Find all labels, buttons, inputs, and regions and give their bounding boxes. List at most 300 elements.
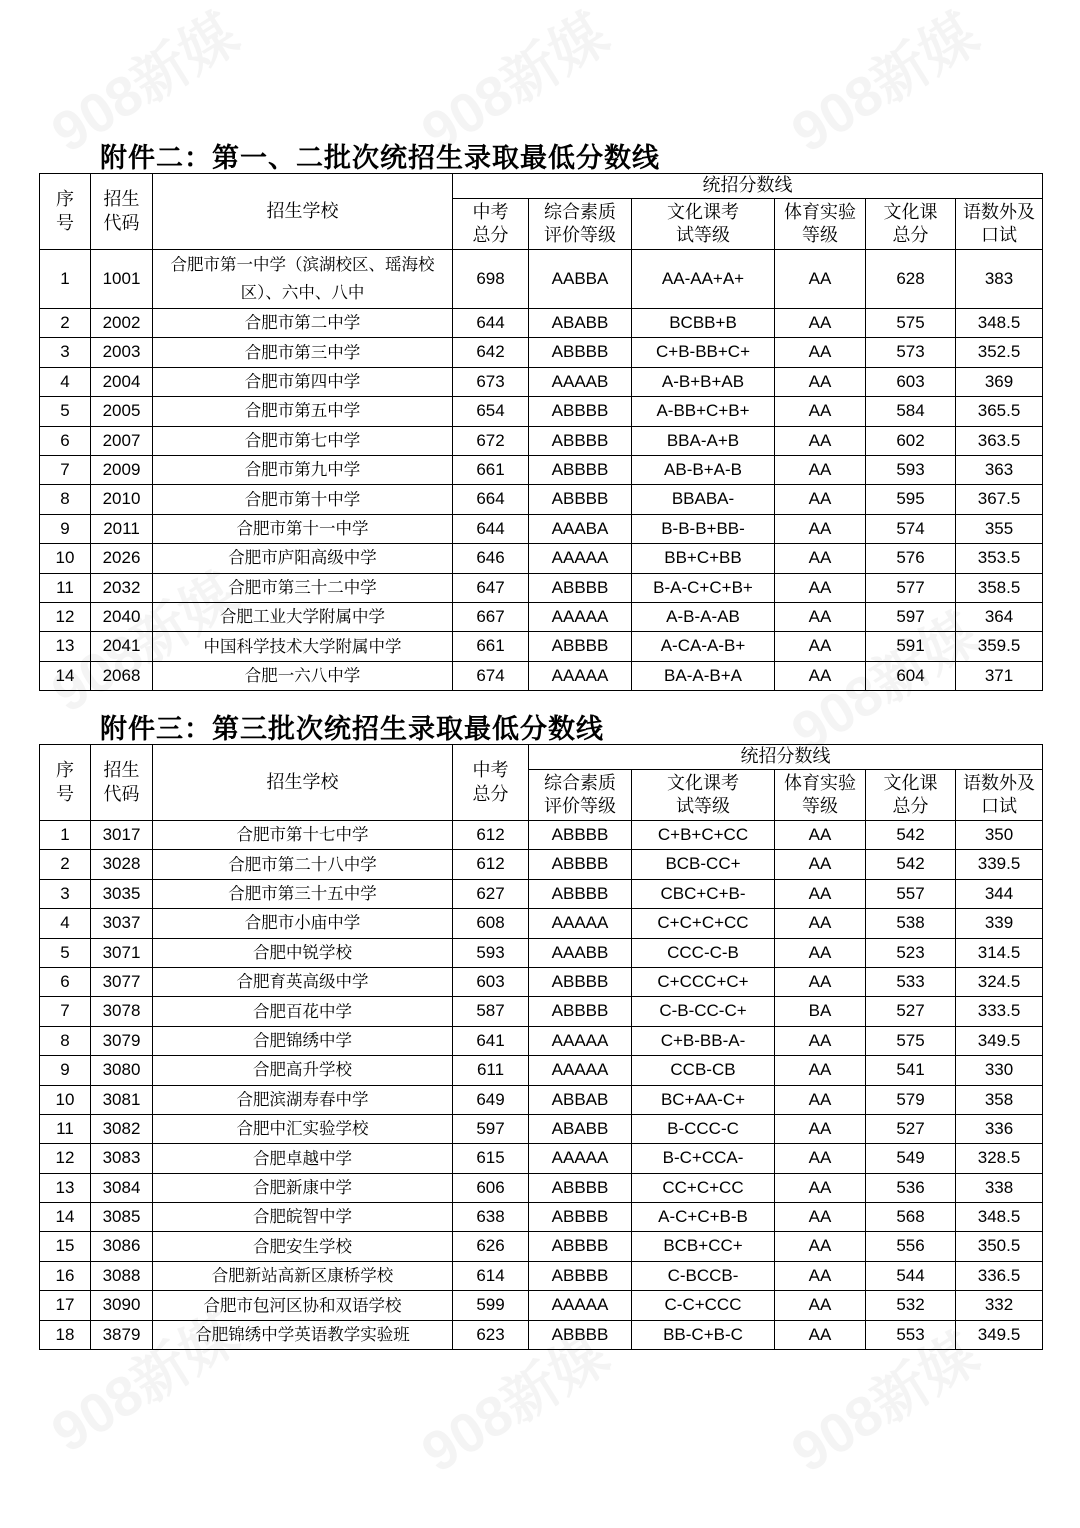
cell-pe: AA xyxy=(775,250,866,309)
cell-code: 2004 xyxy=(91,367,153,396)
cell-code: 3037 xyxy=(91,909,153,938)
cell-total: 638 xyxy=(453,1203,529,1232)
cell-total: 661 xyxy=(453,455,529,484)
cell-index: 11 xyxy=(40,1114,91,1143)
cell-quality: ABBBB xyxy=(529,485,632,514)
header-culture-total: 文化课总分 xyxy=(866,770,956,821)
cell-school: 合肥市庐阳高级中学 xyxy=(153,544,453,573)
cell-index: 16 xyxy=(40,1261,91,1290)
cell-total: 661 xyxy=(453,632,529,661)
cell-school: 合肥高升学校 xyxy=(153,1056,453,1085)
cell-school: 合肥市小庙中学 xyxy=(153,909,453,938)
cell-oral: 324.5 xyxy=(956,967,1043,996)
cell-pe: AA xyxy=(775,1173,866,1202)
cell-pe: AA xyxy=(775,397,866,426)
cell-oral: 339 xyxy=(956,909,1043,938)
cell-pe: AA xyxy=(775,1232,866,1261)
section-title-batch-3: 附件三：第三批次统招生录取最低分数线 xyxy=(100,714,604,745)
cell-school: 合肥中锐学校 xyxy=(153,938,453,967)
cell-culture-grade: A-C+C+B-B xyxy=(632,1203,775,1232)
cell-index: 12 xyxy=(40,1144,91,1173)
cell-index: 14 xyxy=(40,661,91,690)
cell-code: 2002 xyxy=(91,309,153,338)
cell-school: 合肥市第五中学 xyxy=(153,397,453,426)
header-index: 序号 xyxy=(40,174,91,250)
cell-pe: AA xyxy=(775,1291,866,1320)
cell-pe: BA xyxy=(775,997,866,1026)
cell-total: 603 xyxy=(453,967,529,996)
table-row xyxy=(40,250,1043,309)
cell-culture-total: 575 xyxy=(866,309,956,338)
table-row xyxy=(40,967,1043,996)
watermark xyxy=(774,0,991,168)
cell-quality: ABBBB xyxy=(529,397,632,426)
cell-index: 2 xyxy=(40,309,91,338)
table-batch-3 xyxy=(39,744,1043,1350)
cell-quality: ABBBB xyxy=(529,1320,632,1349)
cell-quality: ABBBB xyxy=(529,1203,632,1232)
table-row xyxy=(40,426,1043,455)
cell-quality: ABBBB xyxy=(529,997,632,1026)
cell-culture-grade: C-BCCB- xyxy=(632,1261,775,1290)
cell-school: 合肥百花中学 xyxy=(153,997,453,1026)
cell-culture-total: 544 xyxy=(866,1261,956,1290)
cell-quality: AAAAA xyxy=(529,1291,632,1320)
cell-culture-total: 553 xyxy=(866,1320,956,1349)
cell-index: 18 xyxy=(40,1320,91,1349)
cell-culture-grade: BB-C+B-C xyxy=(632,1320,775,1349)
header-pe: 体育实验等级 xyxy=(775,199,866,250)
cell-index: 8 xyxy=(40,1026,91,1055)
cell-culture-grade: BC+AA-C+ xyxy=(632,1085,775,1114)
cell-code: 1001 xyxy=(91,250,153,309)
cell-index: 12 xyxy=(40,602,91,631)
cell-culture-grade: CCC-C-B xyxy=(632,938,775,967)
header-quality: 综合素质评价等级 xyxy=(529,770,632,821)
cell-total: 612 xyxy=(453,821,529,850)
cell-culture-grade: C-B-CC-C+ xyxy=(632,997,775,1026)
cell-pe: AA xyxy=(775,544,866,573)
cell-pe: AA xyxy=(775,1203,866,1232)
table-row xyxy=(40,997,1043,1026)
cell-culture-grade: A-BB+C+B+ xyxy=(632,397,775,426)
cell-total: 614 xyxy=(453,1261,529,1290)
cell-culture-total: 573 xyxy=(866,338,956,367)
cell-oral: 352.5 xyxy=(956,338,1043,367)
cell-culture-total: 533 xyxy=(866,967,956,996)
cell-culture-grade: B-B-B+BB- xyxy=(632,514,775,543)
cell-oral: 344 xyxy=(956,879,1043,908)
cell-pe: AA xyxy=(775,909,866,938)
cell-code: 3077 xyxy=(91,967,153,996)
cell-total: 611 xyxy=(453,1056,529,1085)
cell-school: 合肥皖智中学 xyxy=(153,1203,453,1232)
cell-school: 合肥一六八中学 xyxy=(153,661,453,690)
cell-culture-total: 593 xyxy=(866,455,956,484)
cell-culture-total: 542 xyxy=(866,850,956,879)
cell-code: 2007 xyxy=(91,426,153,455)
cell-oral: 365.5 xyxy=(956,397,1043,426)
cell-school: 合肥锦绣中学英语教学实验班 xyxy=(153,1320,453,1349)
cell-oral: 348.5 xyxy=(956,1203,1043,1232)
cell-culture-total: 584 xyxy=(866,397,956,426)
cell-culture-total: 538 xyxy=(866,909,956,938)
cell-quality: AAABA xyxy=(529,514,632,543)
table-row xyxy=(40,1232,1043,1261)
cell-index: 6 xyxy=(40,426,91,455)
cell-code: 3080 xyxy=(91,1056,153,1085)
cell-quality: ABBBB xyxy=(529,426,632,455)
cell-culture-total: 628 xyxy=(866,250,956,309)
cell-culture-grade: C-C+CCC xyxy=(632,1291,775,1320)
cell-oral: 336 xyxy=(956,1114,1043,1143)
cell-culture-total: 527 xyxy=(866,1114,956,1143)
cell-oral: 328.5 xyxy=(956,1144,1043,1173)
table-row xyxy=(40,338,1043,367)
cell-oral: 371 xyxy=(956,661,1043,690)
table-row xyxy=(40,1173,1043,1202)
cell-total: 644 xyxy=(453,514,529,543)
cell-pe: AA xyxy=(775,938,866,967)
table-row xyxy=(40,1114,1043,1143)
cell-quality: AAAAA xyxy=(529,1056,632,1085)
cell-culture-grade: C+B-BB+C+ xyxy=(632,338,775,367)
table-row xyxy=(40,397,1043,426)
header-group: 统招分数线 xyxy=(453,174,1043,199)
cell-code: 3879 xyxy=(91,1320,153,1349)
cell-school: 合肥市第九中学 xyxy=(153,455,453,484)
cell-culture-grade: BCB+CC+ xyxy=(632,1232,775,1261)
cell-pe: AA xyxy=(775,1056,866,1085)
table-row xyxy=(40,1085,1043,1114)
cell-oral: 350 xyxy=(956,821,1043,850)
cell-culture-grade: B-A-C+C+B+ xyxy=(632,573,775,602)
cell-quality: ABBBB xyxy=(529,1173,632,1202)
cell-pe: AA xyxy=(775,367,866,396)
cell-culture-grade: AA-AA+A+ xyxy=(632,250,775,309)
cell-code: 2041 xyxy=(91,632,153,661)
cell-culture-total: 532 xyxy=(866,1291,956,1320)
cell-oral: 333.5 xyxy=(956,997,1043,1026)
cell-index: 5 xyxy=(40,938,91,967)
table-row xyxy=(40,879,1043,908)
cell-total: 599 xyxy=(453,1291,529,1320)
cell-culture-total: 577 xyxy=(866,573,956,602)
cell-culture-grade: CCB-CB xyxy=(632,1056,775,1085)
cell-culture-grade: A-CA-A-B+ xyxy=(632,632,775,661)
table-row xyxy=(40,367,1043,396)
cell-culture-grade: C+B+C+CC xyxy=(632,821,775,850)
cell-school: 合肥新康中学 xyxy=(153,1173,453,1202)
cell-total: 597 xyxy=(453,1114,529,1143)
cell-quality: ABBBB xyxy=(529,338,632,367)
cell-oral: 349.5 xyxy=(956,1026,1043,1055)
cell-code: 3090 xyxy=(91,1291,153,1320)
cell-culture-grade: CC+C+CC xyxy=(632,1173,775,1202)
cell-culture-total: 536 xyxy=(866,1173,956,1202)
cell-culture-total: 597 xyxy=(866,602,956,631)
cell-culture-total: 604 xyxy=(866,661,956,690)
cell-index: 9 xyxy=(40,514,91,543)
cell-total: 664 xyxy=(453,485,529,514)
cell-culture-grade: BA-A-B+A xyxy=(632,661,775,690)
cell-quality: ABBBB xyxy=(529,1232,632,1261)
cell-culture-total: 541 xyxy=(866,1056,956,1085)
cell-school: 合肥市第十七中学 xyxy=(153,821,453,850)
header-oral: 语数外及口试 xyxy=(956,199,1043,250)
cell-pe: AA xyxy=(775,632,866,661)
cell-school: 合肥市包河区协和双语学校 xyxy=(153,1291,453,1320)
cell-pe: AA xyxy=(775,1114,866,1143)
cell-quality: AAAAA xyxy=(529,544,632,573)
header-group: 统招分数线 xyxy=(529,745,1043,770)
cell-oral: 353.5 xyxy=(956,544,1043,573)
cell-school: 合肥市第三十五中学 xyxy=(153,879,453,908)
section-title-batch-1-2: 附件二：第一、二批次统招生录取最低分数线 xyxy=(100,143,660,174)
cell-code: 3088 xyxy=(91,1261,153,1290)
cell-school: 合肥市第七中学 xyxy=(153,426,453,455)
cell-oral: 339.5 xyxy=(956,850,1043,879)
cell-culture-total: 602 xyxy=(866,426,956,455)
cell-pe: AA xyxy=(775,1026,866,1055)
cell-pe: AA xyxy=(775,1261,866,1290)
cell-pe: AA xyxy=(775,821,866,850)
cell-quality: AAAAA xyxy=(529,909,632,938)
cell-index: 2 xyxy=(40,850,91,879)
cell-code: 2003 xyxy=(91,338,153,367)
cell-quality: AAAAA xyxy=(529,1026,632,1055)
header-school: 招生学校 xyxy=(153,174,453,250)
cell-quality: ABBAB xyxy=(529,1085,632,1114)
cell-pe: AA xyxy=(775,1320,866,1349)
header-index: 序号 xyxy=(40,745,91,821)
cell-culture-total: 575 xyxy=(866,1026,956,1055)
cell-code: 3085 xyxy=(91,1203,153,1232)
cell-school: 合肥锦绣中学 xyxy=(153,1026,453,1055)
cell-pe: AA xyxy=(775,850,866,879)
cell-oral: 363.5 xyxy=(956,426,1043,455)
cell-pe: AA xyxy=(775,338,866,367)
cell-total: 626 xyxy=(453,1232,529,1261)
cell-pe: AA xyxy=(775,967,866,996)
cell-index: 1 xyxy=(40,821,91,850)
cell-index: 11 xyxy=(40,573,91,602)
cell-culture-grade: BCBB+B xyxy=(632,309,775,338)
cell-code: 2009 xyxy=(91,455,153,484)
cell-culture-grade: C+CCC+C+ xyxy=(632,967,775,996)
cell-culture-grade: A-B-A-AB xyxy=(632,602,775,631)
cell-oral: 367.5 xyxy=(956,485,1043,514)
cell-culture-grade: CBC+C+B- xyxy=(632,879,775,908)
cell-school: 合肥市第二十八中学 xyxy=(153,850,453,879)
cell-culture-grade: C+C+C+CC xyxy=(632,909,775,938)
table-row xyxy=(40,632,1043,661)
cell-total: 667 xyxy=(453,602,529,631)
header-pe: 体育实验等级 xyxy=(775,770,866,821)
cell-pe: AA xyxy=(775,1144,866,1173)
cell-total: 673 xyxy=(453,367,529,396)
cell-total: 674 xyxy=(453,661,529,690)
cell-index: 9 xyxy=(40,1056,91,1085)
cell-index: 14 xyxy=(40,1203,91,1232)
cell-quality: ABABB xyxy=(529,1114,632,1143)
cell-culture-grade: B-CCC-C xyxy=(632,1114,775,1143)
cell-oral: 349.5 xyxy=(956,1320,1043,1349)
table-row xyxy=(40,1291,1043,1320)
cell-culture-grade: A-B+B+AB xyxy=(632,367,775,396)
header-total: 中考总分 xyxy=(453,199,529,250)
table-row xyxy=(40,821,1043,850)
cell-total: 587 xyxy=(453,997,529,1026)
header-culture-grade: 文化课考试等级 xyxy=(632,770,775,821)
cell-school: 合肥工业大学附属中学 xyxy=(153,602,453,631)
cell-quality: AAAAA xyxy=(529,1144,632,1173)
cell-culture-total: 523 xyxy=(866,938,956,967)
cell-total: 646 xyxy=(453,544,529,573)
cell-culture-grade: BBA-A+B xyxy=(632,426,775,455)
table-batch-1-2 xyxy=(39,173,1043,691)
cell-culture-total: 574 xyxy=(866,514,956,543)
cell-index: 3 xyxy=(40,338,91,367)
cell-culture-total: 568 xyxy=(866,1203,956,1232)
table-row xyxy=(40,1261,1043,1290)
table-row xyxy=(40,1203,1043,1232)
header-culture-grade: 文化课考试等级 xyxy=(632,199,775,250)
cell-culture-total: 527 xyxy=(866,997,956,1026)
cell-total: 623 xyxy=(453,1320,529,1349)
cell-code: 2068 xyxy=(91,661,153,690)
cell-culture-total: 603 xyxy=(866,367,956,396)
cell-school: 中国科学技术大学附属中学 xyxy=(153,632,453,661)
cell-oral: 364 xyxy=(956,602,1043,631)
cell-code: 3078 xyxy=(91,997,153,1026)
cell-oral: 338 xyxy=(956,1173,1043,1202)
cell-oral: 363 xyxy=(956,455,1043,484)
cell-school: 合肥新站高新区康桥学校 xyxy=(153,1261,453,1290)
cell-culture-grade: B-C+CCA- xyxy=(632,1144,775,1173)
cell-school: 合肥市第二中学 xyxy=(153,309,453,338)
cell-quality: ABBBB xyxy=(529,967,632,996)
cell-index: 15 xyxy=(40,1232,91,1261)
table-row xyxy=(40,455,1043,484)
cell-code: 2040 xyxy=(91,602,153,631)
cell-oral: 383 xyxy=(956,250,1043,309)
cell-index: 5 xyxy=(40,397,91,426)
cell-culture-grade: C+B-BB-A- xyxy=(632,1026,775,1055)
cell-code: 3081 xyxy=(91,1085,153,1114)
cell-oral: 350.5 xyxy=(956,1232,1043,1261)
header-code: 招生代码 xyxy=(91,745,153,821)
header-quality: 综合素质评价等级 xyxy=(529,199,632,250)
cell-school: 合肥滨湖寿春中学 xyxy=(153,1085,453,1114)
cell-index: 4 xyxy=(40,367,91,396)
table-row xyxy=(40,514,1043,543)
table-row xyxy=(40,1144,1043,1173)
table-row xyxy=(40,544,1043,573)
cell-index: 4 xyxy=(40,909,91,938)
cell-quality: ABBBB xyxy=(529,573,632,602)
cell-pe: AA xyxy=(775,602,866,631)
table-row xyxy=(40,309,1043,338)
cell-total: 698 xyxy=(453,250,529,309)
table-row xyxy=(40,1056,1043,1085)
cell-culture-total: 556 xyxy=(866,1232,956,1261)
cell-total: 627 xyxy=(453,879,529,908)
cell-culture-total: 579 xyxy=(866,1085,956,1114)
cell-index: 13 xyxy=(40,632,91,661)
cell-code: 3071 xyxy=(91,938,153,967)
cell-total: 641 xyxy=(453,1026,529,1055)
cell-code: 3083 xyxy=(91,1144,153,1173)
cell-culture-total: 542 xyxy=(866,821,956,850)
cell-pe: AA xyxy=(775,455,866,484)
cell-total: 647 xyxy=(453,573,529,602)
cell-culture-total: 576 xyxy=(866,544,956,573)
cell-oral: 369 xyxy=(956,367,1043,396)
cell-pe: AA xyxy=(775,573,866,602)
cell-code: 3035 xyxy=(91,879,153,908)
cell-oral: 336.5 xyxy=(956,1261,1043,1290)
cell-culture-total: 549 xyxy=(866,1144,956,1173)
cell-quality: ABBBB xyxy=(529,1261,632,1290)
cell-school: 合肥卓越中学 xyxy=(153,1144,453,1173)
cell-code: 2032 xyxy=(91,573,153,602)
cell-quality: ABBBB xyxy=(529,821,632,850)
cell-code: 3084 xyxy=(91,1173,153,1202)
cell-index: 6 xyxy=(40,967,91,996)
cell-culture-total: 595 xyxy=(866,485,956,514)
cell-quality: ABBBB xyxy=(529,455,632,484)
cell-quality: ABBBB xyxy=(529,879,632,908)
cell-oral: 314.5 xyxy=(956,938,1043,967)
cell-quality: AAAAA xyxy=(529,661,632,690)
cell-pe: AA xyxy=(775,426,866,455)
cell-total: 644 xyxy=(453,309,529,338)
cell-quality: ABBBB xyxy=(529,632,632,661)
cell-index: 8 xyxy=(40,485,91,514)
cell-index: 7 xyxy=(40,455,91,484)
cell-school: 合肥市第三十二中学 xyxy=(153,573,453,602)
table-row xyxy=(40,661,1043,690)
cell-index: 7 xyxy=(40,997,91,1026)
cell-index: 13 xyxy=(40,1173,91,1202)
cell-quality: ABABB xyxy=(529,309,632,338)
cell-school: 合肥中汇实验学校 xyxy=(153,1114,453,1143)
cell-quality: AAABB xyxy=(529,938,632,967)
table-row xyxy=(40,573,1043,602)
cell-school: 合肥育英高级中学 xyxy=(153,967,453,996)
cell-total: 649 xyxy=(453,1085,529,1114)
cell-total: 608 xyxy=(453,909,529,938)
cell-code: 2005 xyxy=(91,397,153,426)
cell-pe: AA xyxy=(775,309,866,338)
header-total: 中考总分 xyxy=(453,745,529,821)
table-row xyxy=(40,909,1043,938)
cell-pe: AA xyxy=(775,485,866,514)
cell-index: 3 xyxy=(40,879,91,908)
table-row xyxy=(40,1026,1043,1055)
cell-total: 593 xyxy=(453,938,529,967)
cell-total: 606 xyxy=(453,1173,529,1202)
cell-oral: 332 xyxy=(956,1291,1043,1320)
cell-culture-grade: BBABA- xyxy=(632,485,775,514)
cell-total: 654 xyxy=(453,397,529,426)
cell-school: 合肥市第三中学 xyxy=(153,338,453,367)
cell-oral: 358.5 xyxy=(956,573,1043,602)
cell-culture-grade: BCB-CC+ xyxy=(632,850,775,879)
cell-school: 合肥市第四中学 xyxy=(153,367,453,396)
table-row xyxy=(40,938,1043,967)
